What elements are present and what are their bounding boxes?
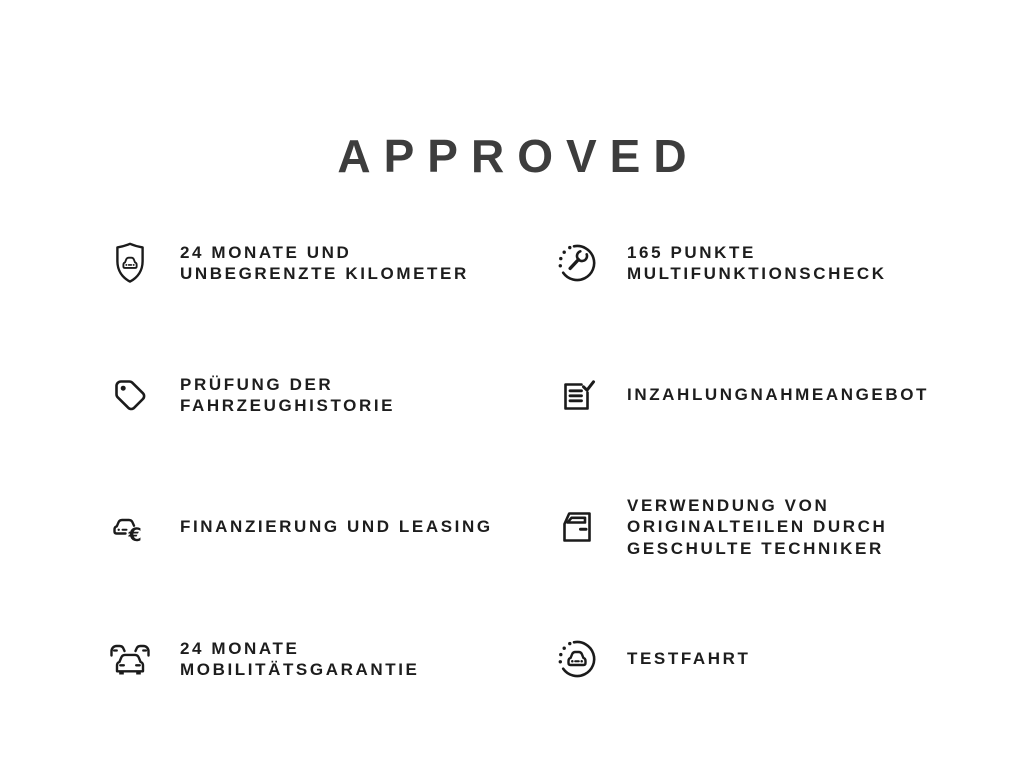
- benefit-item: [106, 593, 553, 725]
- benefit-text: [627, 242, 887, 285]
- benefit-line: 165 PUNKTE: [627, 242, 756, 262]
- benefit-line: GESCHULTE TECHNIKER: [627, 538, 884, 558]
- car-euro-icon: [106, 503, 154, 551]
- benefit-icon-slot: [553, 635, 601, 683]
- benefit-line: FINANZIERUNG UND LEASING: [180, 517, 493, 537]
- benefit-line: UNBEGRENZTE KILOMETER: [180, 264, 469, 283]
- wrench-dotted-circle-icon: [553, 239, 601, 287]
- benefit-text: [180, 638, 419, 681]
- benefits-grid: [106, 197, 971, 725]
- benefit-item: [553, 329, 971, 461]
- benefit-icon-slot: [106, 503, 154, 551]
- benefit-line: 24 MONATE: [180, 638, 300, 658]
- car-in-circle-icon: [553, 635, 601, 683]
- benefit-line: 24 MONATE UND: [180, 242, 352, 262]
- benefit-line: MULTIFUNKTIONSCHECK: [627, 264, 887, 283]
- benefit-line: TESTFAHRT: [627, 649, 751, 669]
- benefit-line: MOBILITÄTSGARANTIE: [180, 660, 420, 679]
- benefit-line: INZAHLUNGNAHMEANGEBOT: [627, 385, 930, 405]
- cars-mobility-icon: [106, 635, 154, 683]
- benefit-icon-slot: [106, 371, 154, 419]
- benefit-text: [180, 374, 395, 417]
- benefit-item: [553, 593, 971, 725]
- benefit-text: [627, 495, 887, 560]
- svg-text:€: €: [128, 524, 142, 546]
- benefit-item: [106, 329, 553, 461]
- car-door-icon: [553, 503, 601, 551]
- benefit-item: [553, 197, 971, 329]
- benefit-item: [106, 461, 553, 593]
- benefit-item: [553, 461, 971, 593]
- page-title: APPROVED: [337, 129, 700, 182]
- benefit-line: FAHRZEUGHISTORIE: [180, 396, 396, 415]
- benefit-line: VERWENDUNG VON: [627, 495, 830, 515]
- benefit-text: [180, 516, 493, 538]
- checklist-check-icon: [553, 371, 601, 419]
- benefit-icon-slot: [553, 503, 601, 551]
- benefit-text: [180, 242, 469, 285]
- benefit-text: [627, 648, 751, 670]
- benefit-icon-slot: [106, 239, 154, 287]
- benefit-line: ORIGINALTEILEN DURCH: [627, 517, 888, 537]
- benefit-icon-slot: [553, 239, 601, 287]
- benefit-line: PRÜFUNG DER: [180, 374, 334, 394]
- shield-car-icon: [106, 239, 154, 287]
- benefit-icon-slot: [553, 371, 601, 419]
- benefit-text: [627, 384, 929, 406]
- benefit-item: [106, 197, 553, 329]
- benefit-icon-slot: [106, 635, 154, 683]
- price-tag-icon: [106, 371, 154, 419]
